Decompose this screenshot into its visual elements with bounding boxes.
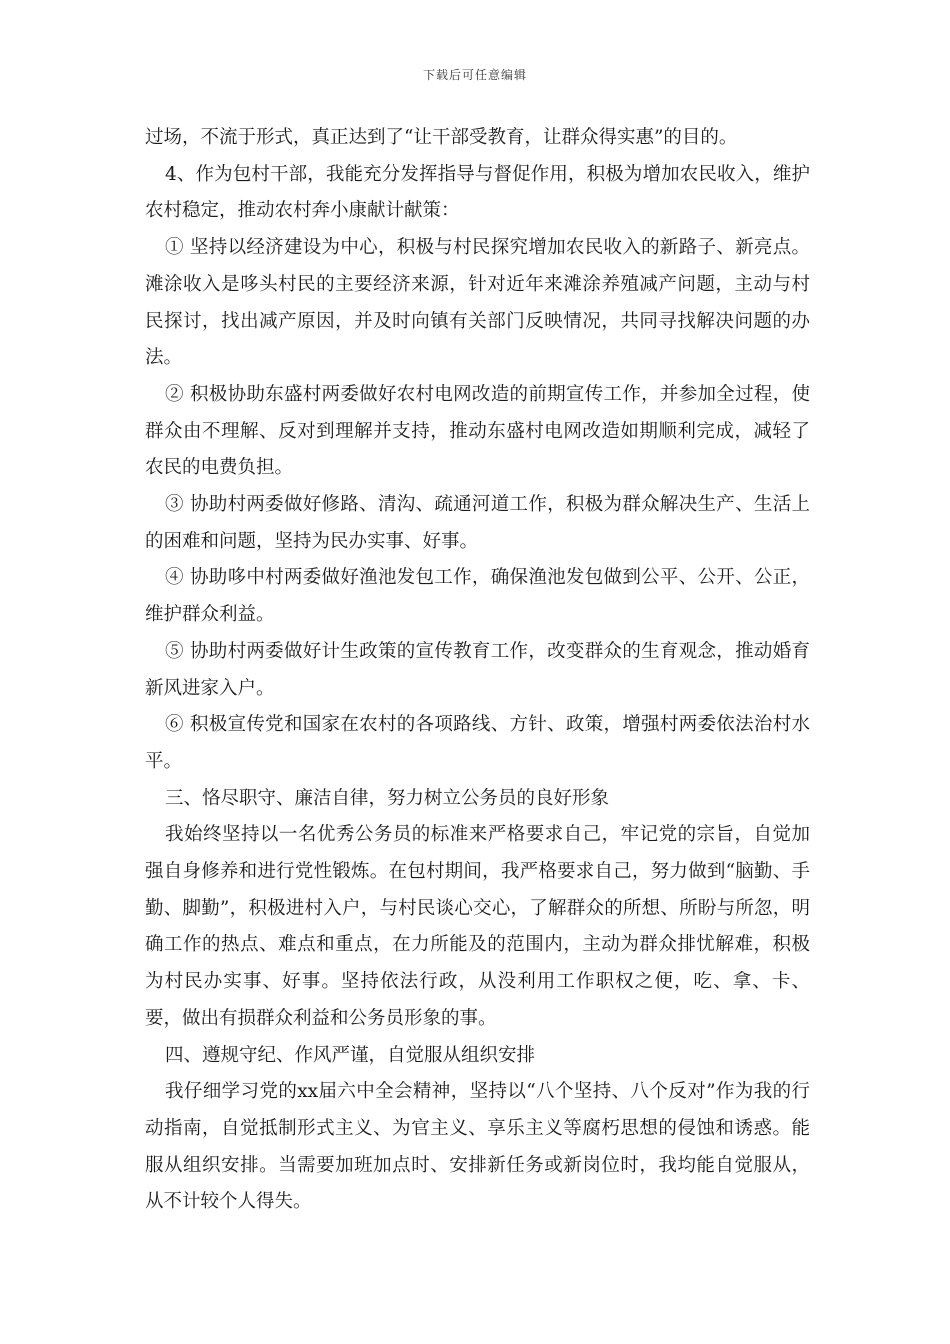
document-body [145, 120, 810, 1221]
list-item: ③ 协助村两委做好修路、清沟、疏通河道工作，积极为群众解决生产、生活上的困难和问题，坚持为民办实事、好事。 [145, 494, 810, 552]
section-heading: 四、遵规守纪、作风严谨，自觉服从组织安排 [165, 1044, 536, 1066]
paragraph: 我始终坚持以一名优秀公务员的标准来严格要求自己，牢记党的宗旨，自觉加强自身修养和进行党性锻炼。在包村期间，我严格要求自己，努力做到“脑勤、手勤、脚勤”，积极进村入户，与村民谈心交心，了解群众的所想、所盼与所忽，明确工作的热点、难点和重点，在力所能及的范围内，主动为群众排忧解难，积极为村民办实事、好事。坚持依法行政，从没利用工作职权之便，吃、拿、卡、要，做出有损群众利益和公务员形象的事。 [145, 824, 810, 1029]
paragraph: 4、作为包村干部，我能充分发挥指导与督促作用，积极为增加农民收入，维护农村稳定，推动农村奔小康献计献策： [145, 163, 810, 222]
page-header-note: 下载后可任意编辑 [422, 68, 527, 82]
list-item: ⑤ 协助村两委做好计生政策的宣传教育工作，改变群众的生育观念，推动婚育新风进家入户。 [145, 640, 810, 699]
list-item: ④ 协助哆中村两委做好渔池发包工作，确保渔池发包做到公平、公开、公正，维护群众利益。 [145, 567, 810, 626]
section-heading: 三、恪尽职守、廉洁自律，努力树立公务员的良好形象 [165, 787, 610, 809]
list-item: ① 坚持以经济建设为中心，积极与村民探究增加农民收入的新路子、新亮点。滩涂收入是哆头村民的主要经济来源，针对近年来滩涂养殖减产问题，主动与村民探讨，找出减产原因，并及时向镇有关部门反映情况，共同寻找解决问题的办法。 [145, 237, 810, 369]
list-item: ② 积极协助东盛村两委做好农村电网改造的前期宣传工作，并参加全过程，使群众由不理解、反对到理解并支持，推动东盛村电网改造如期顺利完成，减轻了农民的电费负担。 [145, 383, 810, 479]
paragraph: 我仔细学习党的xx届六中全会精神，坚持以“八个坚持、八个反对”作为我的行动指南，自觉抵制形式主义、为官主义、享乐主义等腐朽思想的侵蚀和诱惑。能服从组织安排。当需要加班加点时、安排新任务或新岗位时，我均能自觉服从，从不计较个人得失。 [145, 1081, 810, 1213]
paragraph: 过场，不流于形式，真正达到了“让干部受教育，让群众得实惠”的目的。 [145, 127, 738, 148]
list-item: ⑥ 积极宣传党和国家在农村的各项路线、方针、政策，增强村两委依法治村水平。 [145, 714, 810, 772]
